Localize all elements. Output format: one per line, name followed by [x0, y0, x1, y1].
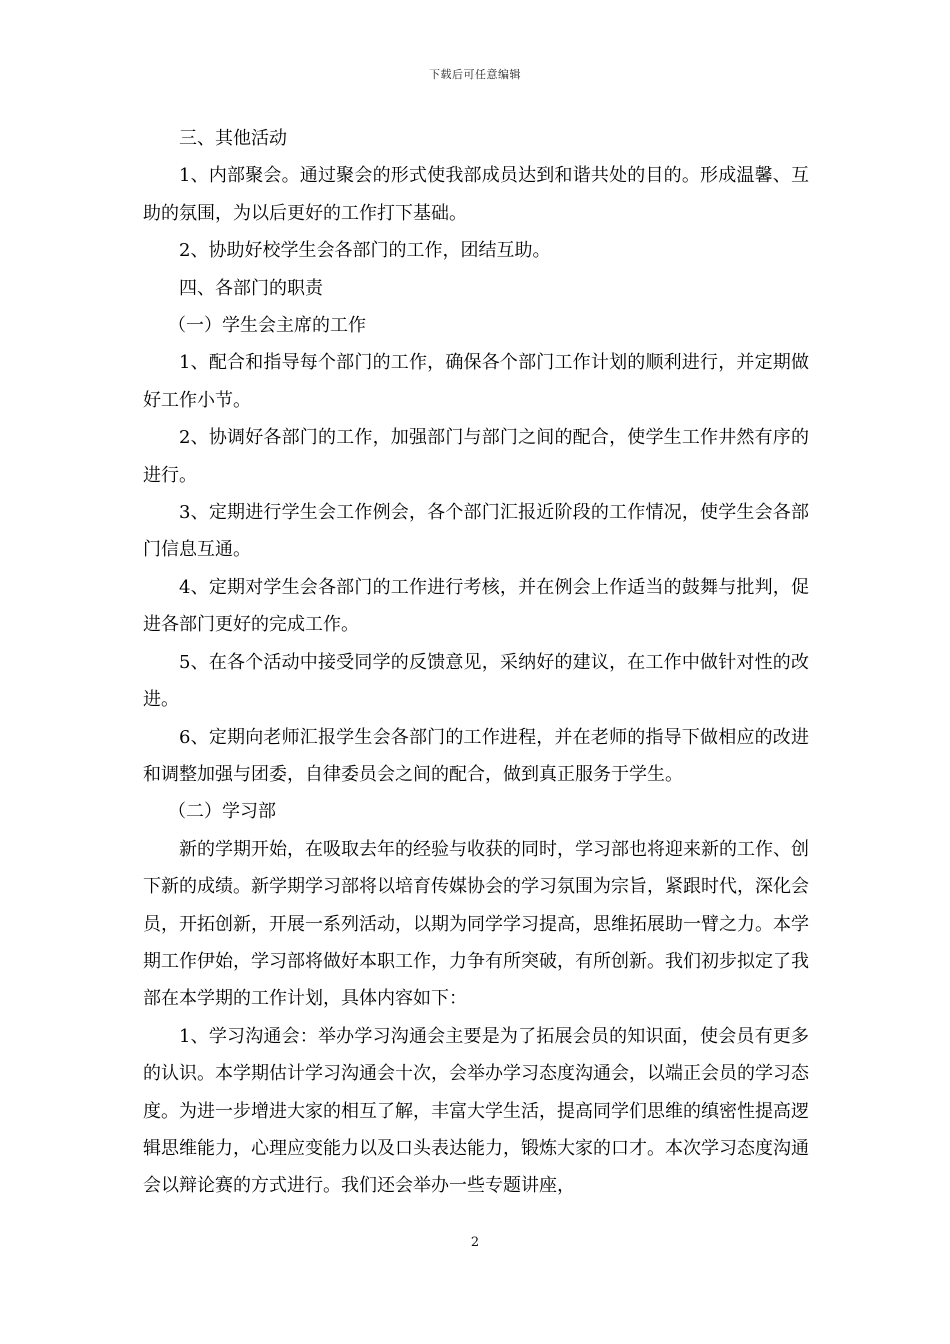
subsection-heading-study-dept: （二）学习部 [168, 801, 276, 823]
paragraph: 5、在各个活动中接受同学的反馈意见，采纳好的建议，在工作中做针对性的改进。 [143, 651, 809, 711]
paragraph: 新的学期开始，在吸取去年的经验与收获的同时，学习部也将迎来新的工作、创下新的成绩。新学期学习部将以培育传媒协会的学习氛围为宗旨，紧跟时代，深化会员，开拓创新，开展一系列活动，以期为同学学习提高，思维拓展助一臂之力。本学期工作伊始，学习部将做好本职工作，力争有所突破，有所创新。我们初步拟定了我部在本学期的工作计划，具体内容如下： [143, 838, 809, 1010]
paragraph: 1、学习沟通会：举办学习沟通会主要是为了拓展会员的知识面，使会员有更多的认识。本学期估计学习沟通会十次，会举办学习态度沟通会，以端正会员的学习态度。为进一步增进大家的相互了解，丰富大学生活，提高同学们思维的缜密性提高逻辑思维能力，心理应变能力以及口头表达能力，锻炼大家的口才。本次学习态度沟通会以辩论赛的方式进行。我们还会举办一些专题讲座， [143, 1025, 809, 1197]
paragraph: 3、定期进行学生会工作例会，各个部门汇报近阶段的工作情况，使学生会各部门信息互通。 [143, 502, 809, 561]
paragraph: 1、内部聚会。通过聚会的形式使我部成员达到和谐共处的目的。形成温馨、互助的氛围，为以后更好的工作打下基础。 [143, 165, 809, 224]
section-heading-department-duties: 四、各部门的职责 [179, 277, 323, 299]
header-note: 下载后可任意编辑 [429, 68, 521, 81]
document-body [143, 120, 809, 1205]
subsection-heading-president: （一）学生会主席的工作 [168, 315, 366, 337]
page-number: 2 [470, 1235, 480, 1250]
paragraph: 4、定期对学生会各部门的工作进行考核，并在例会上作适当的鼓舞与批判，促进各部门更好的完成工作。 [143, 576, 809, 636]
paragraph: 2、协调好各部门的工作，加强部门与部门之间的配合，使学生工作井然有序的进行。 [143, 427, 809, 486]
paragraph: 2、协助好校学生会各部门的工作，团结互助。 [179, 240, 551, 262]
paragraph: 6、定期向老师汇报学生会各部门的工作进程，并在老师的指导下做相应的改进和调整加强与团委，自律委员会之间的配合，做到真正服务于学生。 [143, 726, 809, 785]
section-heading-other-activities: 三、其他活动 [179, 128, 287, 149]
paragraph: 1、配合和指导每个部门的工作，确保各个部门工作计划的顺利进行，并定期做好工作小节。 [143, 352, 809, 411]
